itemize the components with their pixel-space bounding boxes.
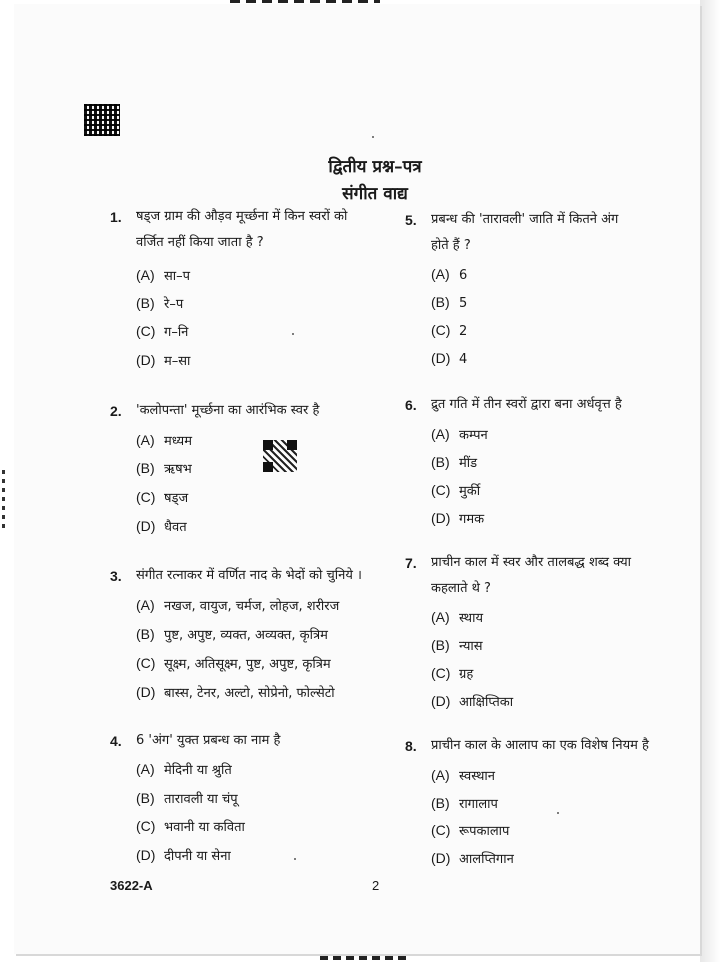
option-c[interactable]: (C) ग्रह [431,665,474,682]
scan-speck [294,858,296,860]
question-text: 'कलोपन्ता' मूर्च्छना का आरंभिक स्वर है [136,403,320,418]
option-b[interactable]: (B) रागालाप [431,795,498,812]
question-number: 5. [405,212,417,228]
question-paper-page [14,4,700,954]
question-4 [110,728,380,754]
scan-artifact-top [230,0,380,3]
scan-artifact-bottom [320,956,410,960]
option-a[interactable]: (A) नखज, वायुज, चर्मज, लोहज, शरीरज [136,597,340,614]
option-a[interactable]: (A) स्थाय [431,609,484,626]
question-number: 2. [110,403,122,419]
option-b[interactable]: (B) तारावली या चंपू [136,790,238,807]
page-number: 2 [372,878,380,893]
option-d[interactable]: (D) धैवत [136,518,187,535]
question-7 [405,550,675,602]
question-number: 3. [110,568,122,584]
option-a[interactable]: (A) मेदिनी या श्रुति [136,761,232,778]
option-a[interactable]: (A) मध्यम [136,432,192,449]
qr-code-icon [263,440,297,472]
option-a[interactable]: (A) 6 [431,266,468,283]
option-c[interactable]: (C) रूपकालाप [431,822,510,839]
scan-speck [292,333,294,335]
option-d[interactable]: (D) दीपनी या सेना [136,847,231,864]
option-b[interactable]: (B) रे–प [136,295,184,312]
option-b[interactable]: (B) ऋषभ [136,460,192,477]
option-b[interactable]: (B) मींड [431,454,478,471]
question-number: 7. [405,555,417,571]
option-b[interactable]: (B) 5 [431,294,468,311]
question-1 [110,204,380,256]
question-text: द्रुत गति में तीन स्वरों द्वारा बना अर्धवृत्त है [431,397,622,412]
question-3 [110,563,380,589]
booklet-code: 3622-A [110,878,153,893]
question-5 [405,207,675,259]
option-d[interactable]: (D) बास्स, टेनर, अल्टो, सोप्रेनो, फोल्सेटो [136,684,335,701]
option-b[interactable]: (B) न्यास [431,637,483,654]
binding-mark [2,470,5,530]
datamatrix-barcode-icon [84,104,120,136]
option-d[interactable]: (D) 4 [431,350,468,367]
option-a[interactable]: (A) सा–प [136,267,191,284]
subject-title: संगीत वाद्य [342,184,408,204]
question-text: प्राचीन काल के आलाप का एक विशेष नियम है [431,738,649,753]
option-c[interactable]: (C) मुर्की [431,482,481,499]
question-number: 1. [110,209,122,225]
option-c[interactable]: (C) ग–नि [136,323,189,340]
question-number: 6. [405,397,417,413]
option-c[interactable]: (C) सूक्ष्म, अतिसूक्ष्म, पुष्ट, अपुष्ट, कृत्रिम [136,655,331,672]
option-c[interactable]: (C) भवानी या कविता [136,818,245,835]
option-d[interactable]: (D) म–सा [136,352,191,369]
option-d[interactable]: (D) आलप्तिगान [431,850,514,867]
question-number: 8. [405,738,417,754]
scan-margin [700,0,720,962]
question-text: 6 'अंग' युक्त प्रबन्ध का नाम है [136,733,281,748]
question-number: 4. [110,733,122,749]
option-d[interactable]: (D) गमक [431,510,485,527]
question-text: संगीत रत्नाकर में वर्णित नाद के भेदों को चुनिये । [136,568,362,583]
question-6 [405,392,675,418]
option-c[interactable]: (C) षड्ज [136,489,189,506]
question-text: प्रबन्ध की 'तारावली' जाति में कितने अंग होते हैं ? [431,212,619,253]
question-text: प्राचीन काल में स्वर और तालबद्ध शब्द क्या कहलाते थे ? [431,555,632,596]
option-d[interactable]: (D) आक्षिप्तिका [431,693,514,710]
question-text: षड्ज ग्राम की औड़व मूर्च्छना में किन स्वरों को वर्जित नहीं किया जाता है ? [136,209,348,250]
option-a[interactable]: (A) स्वस्थान [431,767,495,784]
scan-speck [372,136,374,138]
scan-speck [557,812,559,814]
option-b[interactable]: (B) पुष्ट, अपुष्ट, व्यक्त, अव्यक्त, कृत्रिम [136,626,328,643]
option-a[interactable]: (A) कम्पन [431,426,488,443]
question-2 [110,398,380,424]
option-c[interactable]: (C) 2 [431,322,468,339]
paper-title: द्वितीय प्रश्न–पत्र [328,157,422,177]
question-8 [405,733,675,759]
